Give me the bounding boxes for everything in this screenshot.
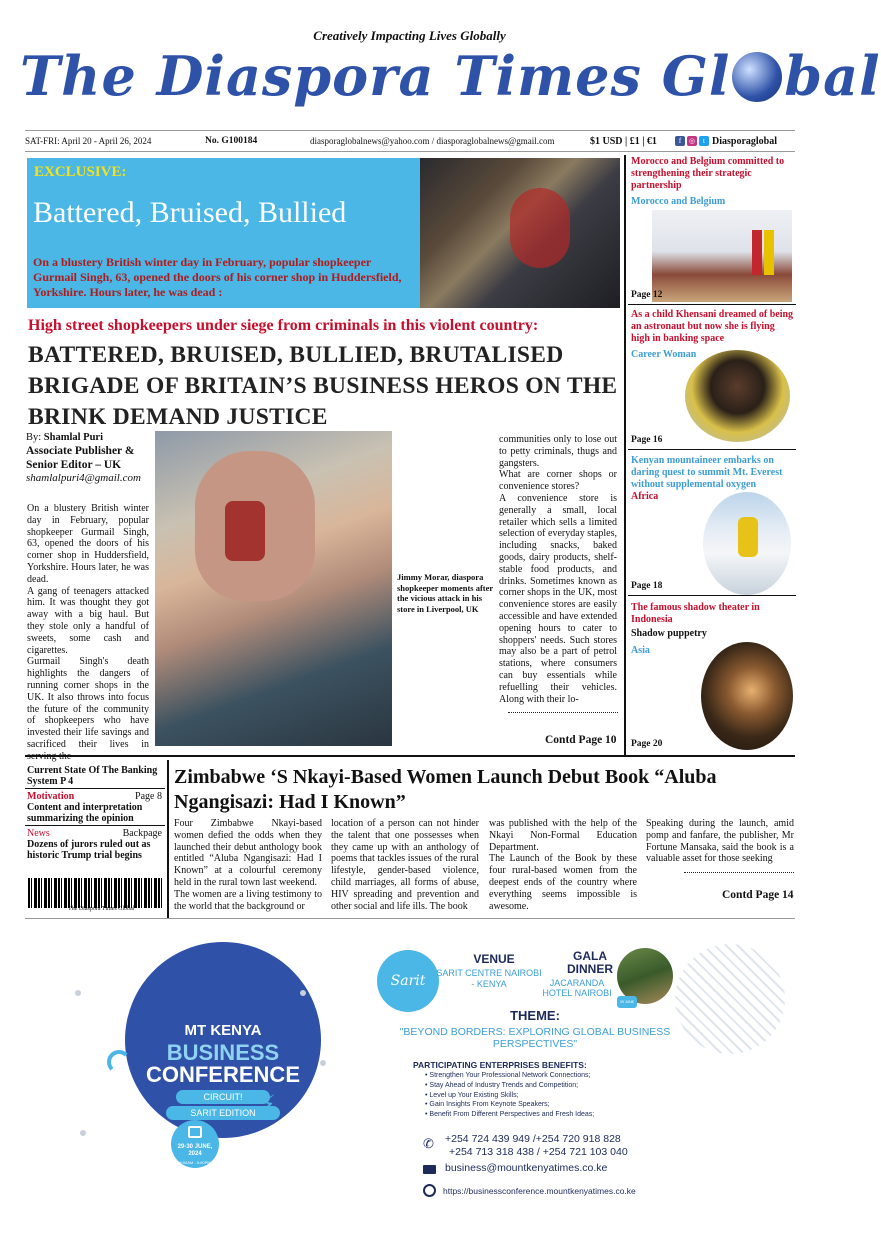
brief-label: News	[27, 828, 50, 839]
jimmy-morar-photo	[155, 431, 392, 746]
sidebar-divider	[628, 449, 796, 450]
zim-para: The Launch of the Book by these four rural-based women from the deepest ends of the country where everything seems impossible is awesome.	[489, 853, 637, 912]
ad-venue: SARIT CENTRE NAIROBI - KENYA	[436, 968, 542, 989]
lead-para-1: On a blustery British winter day in February, popular shopkeeper Gurmail Singh, 63, opened the doors of his corner shop in Huddersfield, Yorkshire. Hours later, he was dead.	[27, 503, 149, 585]
lead-para-6: A convenience store is generally a small, local retailer which sells a limited selection of everyday staples, including snacks, baked goods, dairy products, shelf-stable food products, and drinks. Sometimes known as corner shops in the UK, most convenience stores are easily accessible and have extended opening hours to cater to shoppers' needs. Such stores may also be a part of petrol stations, where consumers can buy essentials while refuelling their vehicles. Along with their lo-	[499, 492, 617, 705]
lead-contd[interactable]: Contd Page 10	[545, 734, 617, 746]
sidebar-item-shadow-theater[interactable]	[631, 602, 796, 656]
dot-decoration	[320, 1060, 326, 1066]
brief-banking-text: Current State Of The Banking System	[27, 765, 158, 787]
benefit-item: • Level up Your Existing Skills;	[425, 1091, 519, 1099]
barcode-label: The Diaspora Times Global	[68, 906, 135, 912]
ad-phone-2: +254 713 318 438 / +254 721 103 040	[449, 1146, 628, 1158]
ad-email[interactable]: business@mountkenyatimes.co.ke	[445, 1162, 608, 1174]
sidebar-divider	[628, 304, 796, 305]
benefit-item: • Stay Ahead of Industry Trends and Competition;	[425, 1081, 579, 1089]
twitter-icon[interactable]: t	[699, 136, 709, 146]
byline-label: By:	[26, 432, 42, 443]
sidebar-divider	[628, 595, 796, 596]
ad-business: BUSINESS	[166, 1040, 280, 1065]
ad-url[interactable]: https://businessconference.mountkenyatimes.co.ke	[443, 1186, 636, 1196]
zim-column-1	[174, 818, 322, 912]
barcode	[28, 878, 163, 908]
sidebar-item-everest[interactable]	[631, 455, 796, 503]
brief-text: Dozens of jurors ruled out as historic Trump trial begins	[27, 839, 151, 861]
sidebar-page[interactable]: Page 20	[631, 739, 663, 749]
zim-column-3	[489, 818, 637, 912]
brief-news[interactable]	[27, 828, 162, 861]
lead-headline: BATTERED, BRUISED, BULLIED, BRUTALISED BRIGADE OF BRITAIN’S BUSINESS HEROS ON THE BRINK DEMAND JUSTICE	[28, 342, 618, 430]
column-divider	[624, 155, 626, 755]
brief-label: Motivation	[27, 791, 75, 802]
ad-edition: SARIT EDITION	[166, 1106, 280, 1120]
globe-icon	[732, 52, 782, 102]
ad-theme-label: THEME:	[510, 1008, 560, 1023]
masthead-title-left: The Diaspora Times Gl	[20, 44, 731, 108]
benefit-item: • Gain Insights From Keynote Speakers;	[425, 1101, 550, 1109]
sidebar-title: As a child Khensani dreamed of being an astronaut but now she is flying high in banking space	[631, 309, 794, 344]
zim-column-2	[331, 818, 479, 912]
zimbabwe-headline: Zimbabwe ‘S Nkayi-Based Women Launch Debut Book “Aluba Ngangisazi: Had I Known”	[174, 766, 717, 813]
lightning-icon: ⚡	[259, 1091, 276, 1118]
sidebar-title: Morocco and Belgium committed to strengthening their strategic partnership	[631, 156, 785, 191]
photo-caption: Jimmy Morar, diaspora shopkeeper moments after the vicious attack in his store in Liverpool, UK	[397, 572, 494, 614]
briefs-divider	[167, 760, 169, 918]
sidebar-sub: Career Woman	[631, 349, 697, 360]
ad-phones[interactable]	[445, 1133, 628, 1159]
lead-column-1	[27, 503, 149, 763]
gala-date: 29 JUNE 2024	[617, 996, 637, 1008]
lead-para-5: What are corner shops or convenience stores?	[499, 469, 617, 493]
shadow-theater-photo	[701, 642, 793, 750]
lead-para-4: communities only to lose out to petty criminals, thugs and gangsters.	[499, 434, 617, 469]
climber-shape	[738, 517, 758, 557]
dot-decoration	[300, 990, 306, 996]
benefit-item: • Benefit From Different Perspectives and Fresh Ideas;	[425, 1111, 595, 1119]
exclusive-tag: EXCLUSIVE:	[34, 164, 127, 180]
author-email[interactable]: shamlalpuri4@gmail.com	[26, 472, 141, 484]
brief-text: Content and interpretation summarizing the opinion	[27, 802, 143, 824]
sidebar-page[interactable]: Page 18	[631, 581, 663, 591]
sidebar-page[interactable]: Page 16	[631, 435, 663, 445]
author-role: Associate Publisher & Senior Editor – UK	[26, 445, 135, 471]
ad-phone-1: +254 724 439 949 /+254 720 918 828	[445, 1133, 621, 1145]
zim-para: The women are a living testimony to the world that the background or	[174, 888, 322, 912]
mountaineer-photo	[703, 492, 791, 595]
issue-dates: SAT-FRI: April 20 - April 26, 2024	[25, 136, 152, 146]
lead-para-2: A gang of teenagers attacked him. It was thought they got away with a big haul. But they stole only a handful of sweets, some cash and cigarettes.	[27, 585, 149, 656]
ad-gala-venue: JACARANDA HOTEL NAIROBI	[542, 978, 612, 998]
sidebar-sub2: Shadow puppetry	[631, 628, 707, 639]
sidebar-sub: Africa	[631, 491, 659, 502]
social-icons	[675, 136, 709, 146]
facebook-icon[interactable]: f	[675, 136, 685, 146]
arc-decoration	[107, 1050, 131, 1074]
brief-divider	[25, 825, 165, 826]
globe-icon	[423, 1184, 436, 1197]
exclusive-box[interactable]	[27, 158, 420, 308]
sarit-logo: Sarit	[377, 950, 439, 1012]
dotted-rule	[684, 872, 794, 873]
sidebar-title: The famous shadow theater in Indonesia	[631, 602, 760, 625]
ad-gala-label: GALA DINNER	[566, 949, 613, 976]
zim-para: Four Zimbabwe Nkayi-based women defied the odds when they launched their debut anthology book entitled “Aluba Ngangisazi: Had I Known” at a colourful ceremony held in the rural town last weekend.	[174, 818, 322, 888]
ad-date: 29-30 JUNE, 2024	[177, 1144, 213, 1157]
zim-column-4	[646, 818, 794, 865]
ad-benefits-label: PARTICIPATING ENTERPRISES BENEFITS:	[413, 1060, 587, 1070]
byline	[26, 431, 156, 485]
brief-banking-page: P 4	[60, 776, 74, 787]
author-name: Shamlal Puri	[43, 432, 104, 443]
contact-emails[interactable]: diasporaglobalnews@yahoo.com / diasporaglobalnews@gmail.com	[310, 136, 555, 146]
email-icon	[423, 1165, 436, 1174]
zim-para: location of a person can not hinder the talent that one possesses when they came up with an anthology of poems that tackles issues of the rural lifestyle, gender-based violence, child marriages, all forms of abuse, HIV spreading and prevention and other social and life ills. The book	[331, 818, 479, 912]
dotted-rule	[508, 712, 618, 713]
conference-advert[interactable]	[25, 930, 795, 1225]
masthead-title-right: bal	[784, 44, 881, 108]
ad-conference: CONFERENCE	[145, 1062, 300, 1087]
flag-shape	[752, 230, 762, 275]
sidebar-title: Kenyan mountaineer embarks on daring quest to summit Mt. Everest without supplemental oxygen	[631, 455, 783, 490]
morocco-belgium-photo	[652, 210, 792, 302]
lead-column-3	[499, 434, 617, 705]
flag-shape	[764, 230, 774, 275]
zim-contd[interactable]: Contd Page 14	[722, 889, 794, 901]
price: $1 USD | £1 | €1	[590, 135, 657, 147]
instagram-icon[interactable]: ◎	[688, 137, 696, 145]
masthead-title	[20, 44, 881, 114]
benefit-item: • Strengthen Your Professional Network Connections;	[425, 1072, 591, 1079]
issue-number: No. G100184	[205, 136, 258, 146]
ad-benefits-list	[425, 1071, 594, 1120]
brief-page: Backpage	[122, 828, 162, 839]
khensani-photo	[685, 350, 790, 442]
sidebar-page[interactable]: Page 12	[631, 290, 663, 300]
ad-venue-label: VENUE	[473, 952, 515, 966]
ad-mt-kenya: MT KENYA	[184, 1022, 262, 1039]
brief-banking[interactable]	[27, 765, 162, 787]
social-handle[interactable]: Diasporaglobal	[712, 135, 778, 147]
brief-page: Page 8	[135, 791, 162, 802]
shop-attack-photo	[420, 158, 620, 308]
sidebar-sub: Morocco and Belgium	[631, 196, 726, 207]
zim-para: was published with the help of the Nkayi Non-Formal Education Department.	[489, 818, 637, 853]
brief-motivation[interactable]	[27, 791, 162, 824]
info-bar	[25, 130, 795, 152]
ad-divider	[25, 918, 795, 919]
ad-circuit: CIRCUIT!	[176, 1090, 270, 1104]
dot-decoration	[80, 1130, 86, 1136]
sidebar-item-morocco[interactable]	[631, 156, 796, 207]
calendar-icon	[188, 1126, 202, 1138]
sidebar-sub: Asia	[631, 645, 650, 656]
phone-icon: ✆	[423, 1136, 434, 1151]
tagline: Creatively Impacting Lives Globally	[313, 28, 506, 43]
brief-divider	[25, 788, 165, 789]
sidebar-item-khensani[interactable]	[631, 309, 796, 360]
lead-kicker: High street shopkeepers under siege from criminals in this violent country:	[28, 317, 539, 334]
ad-time: 8:00AM - 5:00PM	[179, 1160, 211, 1165]
exclusive-headline: Battered, Bruised, Bullied	[33, 196, 347, 229]
dot-decoration	[75, 990, 81, 996]
ad-theme: "BEYOND BORDERS: EXPLORING GLOBAL BUSINESS PERSPECTIVES"	[399, 1026, 671, 1050]
injury-shape	[225, 501, 265, 561]
exclusive-summary: On a blustery British winter day in February, popular shopkeeper Gurmail Singh, 63, opened the doors of his corner shop in Huddersfield, Yorkshire. Hours later, he was dead :	[33, 255, 402, 299]
lead-para-3: Gurmail Singh's death highlights the dangers of running corner shops in the UK. It also throws into focus the future of the community of shopkeepers who have invested their life savings and sacrificed their lives in serving the	[27, 656, 149, 762]
zim-para: Speaking during the launch, amid pomp and fanfare, the publisher, Mr Fortune Mansaka, said the book is a valuable asset for those seeking	[646, 818, 794, 865]
